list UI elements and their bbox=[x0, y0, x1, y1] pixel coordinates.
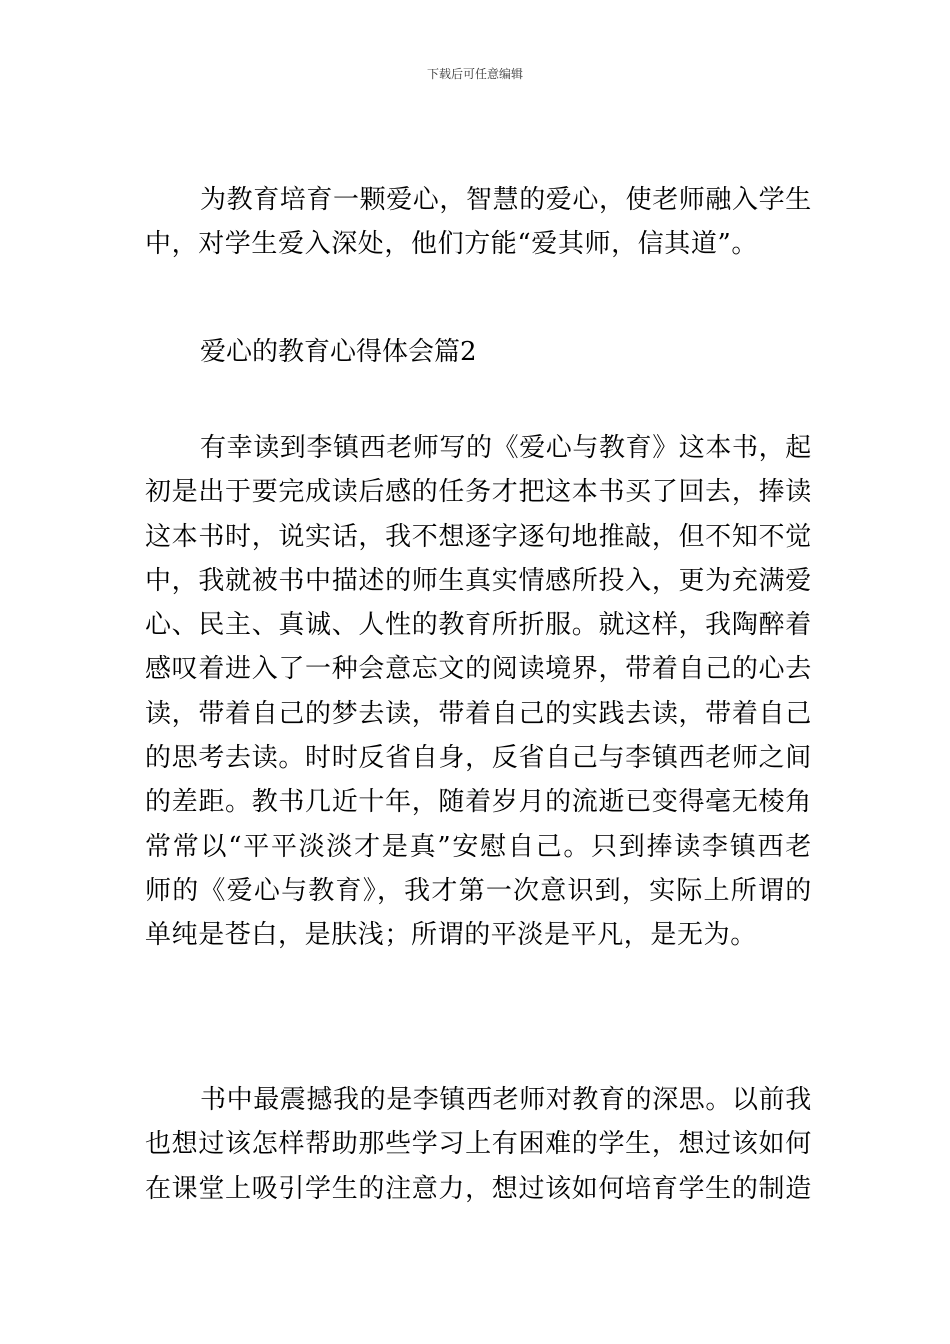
text-line: 中，对学生爱入深处，他们方能“爱其师，信其道”。 bbox=[145, 229, 758, 260]
text-line: 常常以“平平淡淡才是真”安慰自己。只到捧读李镇西老 bbox=[145, 831, 812, 862]
paragraph-1 bbox=[145, 178, 812, 267]
text-line: 这本书时，说实话，我不想逐字逐句地推敲，但不知不觉 bbox=[145, 521, 812, 552]
text-line: 为教育培育一颗爱心，智慧的爱心，使老师融入学生 bbox=[200, 185, 812, 215]
text-line: 在课堂上吸引学生的注意力，想过该如何培育学生的制造 bbox=[145, 1173, 812, 1204]
text-line: 初是出于要完成读后感的任务才把这本书买了回去，捧读 bbox=[145, 477, 812, 508]
text-line: 也想过该怎样帮助那些学习上有困难的学生，想过该如何 bbox=[145, 1129, 812, 1160]
section-heading-wrapper bbox=[145, 330, 477, 374]
text-line: 中，我就被书中描述的师生真实情感所投入，更为充满爱 bbox=[145, 565, 812, 596]
section-heading: 爱心的教育心得体会篇2 bbox=[200, 337, 477, 367]
text-line: 读，带着自己的梦去读，带着自己的实践去读，带着自己 bbox=[145, 698, 812, 729]
text-line: 心、民主、真诚、人性的教育所折服。就这样，我陶醉着 bbox=[145, 610, 812, 641]
text-line: 有幸读到李镇西老师写的《爱心与教育》这本书，起 bbox=[200, 433, 812, 463]
text-line: 的思考去读。时时反省自身，反省自己与李镇西老师之间 bbox=[145, 743, 812, 774]
text-line: 单纯是苍白，是肤浅；所谓的平淡是平凡，是无为。 bbox=[145, 920, 757, 951]
paragraph-2 bbox=[145, 426, 812, 958]
text-line: 师的《爱心与教育》，我才第一次意识到，实际上所谓的 bbox=[145, 875, 812, 906]
paragraph-3 bbox=[145, 1078, 812, 1211]
text-line: 书中最震撼我的是李镇西老师对教育的深思。以前我 bbox=[200, 1085, 812, 1115]
page-header: 下载后可任意编辑 bbox=[426, 67, 523, 81]
text-line: 感叹着进入了一种会意忘文的阅读境界，带着自己的心去 bbox=[145, 654, 812, 685]
text-line: 的差距。教书几近十年，随着岁月的流逝已变得毫无棱角 bbox=[145, 787, 812, 818]
